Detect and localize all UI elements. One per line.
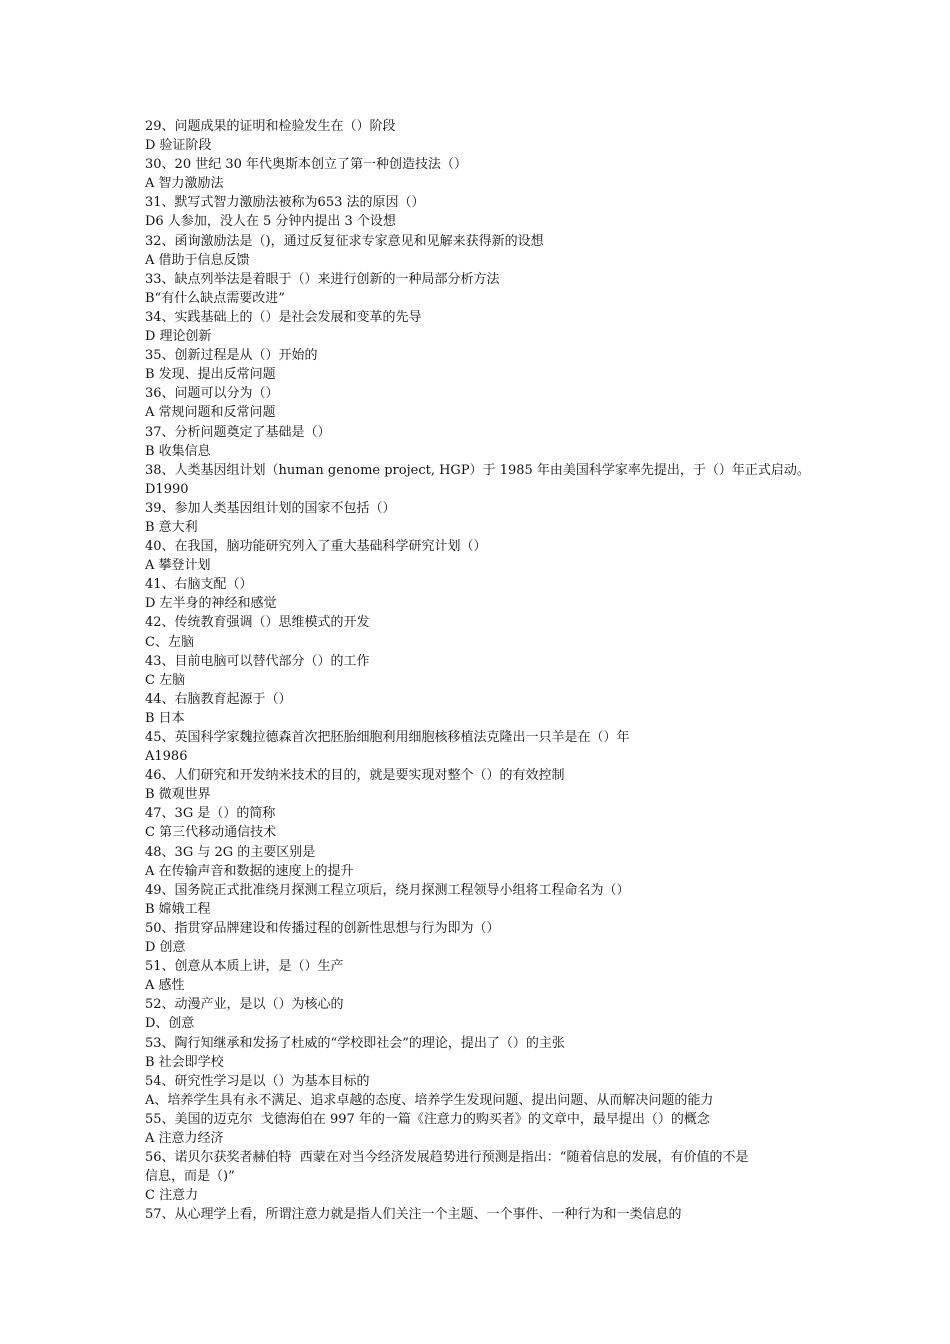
text-line: D、创意 bbox=[145, 1016, 195, 1032]
text-line: C 左脑 bbox=[145, 672, 186, 688]
text-line: 52、动漫产业，是以（）为核心的 bbox=[145, 997, 344, 1013]
text-line: A 攀登计划 bbox=[145, 558, 211, 574]
text-line: A 借助于信息反馈 bbox=[145, 252, 250, 268]
text-line: C 第三代移动通信技术 bbox=[145, 825, 277, 841]
text-line: 48、3G 与 2G 的主要区别是 bbox=[145, 844, 316, 860]
document-text-block bbox=[145, 117, 815, 1224]
text-line: 31、默写式智力激励法被称为653 法的原因（） bbox=[145, 195, 425, 211]
text-line: 37、分析问题奠定了基础是（） bbox=[145, 424, 331, 440]
text-line: 40、在我国，脑功能研究列入了重大基础科学研究计划（） bbox=[145, 539, 487, 555]
text-line: C、左脑 bbox=[145, 634, 194, 650]
text-line: 46、人们研究和开发纳米技术的目的，就是要实现对整个（）的有效控制 bbox=[145, 768, 565, 784]
text-line: B 微观世界 bbox=[145, 787, 211, 803]
text-line: D1990 bbox=[145, 481, 189, 497]
text-line: C 注意力 bbox=[145, 1188, 199, 1204]
text-line: B 日本 bbox=[145, 710, 185, 726]
text-line: B 发现、提出反常问题 bbox=[145, 367, 276, 383]
text-line: A 注意力经济 bbox=[145, 1130, 224, 1146]
text-line: 49、国务院正式批准绕月探测工程立项后，绕月探测工程领导小组将工程命名为（） bbox=[145, 882, 630, 898]
text-line: 57、从心理学上看，所谓注意力就是指人们关注一个主题、一个事件、一种行为和一类信息的 bbox=[145, 1207, 682, 1223]
text-line: D6 人参加，没人在 5 分钟内提出 3 个设想 bbox=[145, 214, 396, 230]
text-line: B“有什么缺点需要改进” bbox=[145, 290, 285, 306]
text-line: 30、20 世纪 30 年代奥斯本创立了第一种创造技法（） bbox=[145, 157, 468, 173]
text-line: D 创意 bbox=[145, 940, 186, 956]
text-line: D 验证阶段 bbox=[145, 138, 212, 154]
text-line: D 理论创新 bbox=[145, 329, 212, 345]
text-line: D 左半身的神经和感觉 bbox=[145, 596, 277, 612]
text-line: A 在传输声音和数据的速度上的提升 bbox=[145, 863, 354, 879]
text-line: A 感性 bbox=[145, 978, 185, 994]
text-line: 39、参加人类基因组计划的国家不包括（） bbox=[145, 500, 396, 516]
text-line: 56、诺贝尔获奖者赫伯特 西蒙在对当今经济发展趋势进行预测是指出：“随着信息的发展，有价值的不是 bbox=[145, 1150, 749, 1166]
text-line: 38、人类基因组计划（human genome project, HGP）于 1985 年由美国科学家率先提出，于（）年正式启动。 bbox=[145, 462, 810, 478]
text-line: 35、创新过程是从（）开始的 bbox=[145, 348, 318, 364]
text-line: 信息，而是（)” bbox=[145, 1169, 235, 1185]
text-line: 41、右脑支配（） bbox=[145, 577, 253, 593]
text-line: B 社会即学校 bbox=[145, 1054, 224, 1070]
text-line: B 收集信息 bbox=[145, 443, 211, 459]
text-line: A、培养学生具有永不满足、追求卓越的态度、培养学生发现问题、提出问题、从而解决问题的能力 bbox=[145, 1092, 714, 1108]
text-line: 32、函询激励法是（)，通过反复征求专家意见和见解来获得新的设想 bbox=[145, 233, 544, 249]
text-line: 50、指贯穿品牌建设和传播过程的创新性思想与行为即为（） bbox=[145, 920, 500, 936]
text-line: 36、问题可以分为（） bbox=[145, 386, 279, 402]
text-line: 53、陶行知继承和发扬了杜威的“学校即社会”的理论，提出了（）的主张 bbox=[145, 1035, 565, 1051]
text-line: 54、研究性学习是以（）为基本目标的 bbox=[145, 1073, 370, 1089]
text-line: 45、英国科学家魏拉德森首次把胚胎细胞利用细胞核移植法克隆出一只羊是在（）年 bbox=[145, 730, 630, 745]
text-line: 51、创意从本质上讲，是（）生产 bbox=[145, 959, 344, 975]
text-line: 43、目前电脑可以替代部分（）的工作 bbox=[145, 653, 370, 669]
text-line: 34、实践基础上的（）是社会发展和变革的先导 bbox=[145, 309, 422, 325]
text-line: 44、右脑教育起源于（） bbox=[145, 691, 292, 707]
text-line: A1986 bbox=[145, 749, 188, 765]
text-line: B 嫦娥工程 bbox=[145, 901, 211, 917]
text-line: 47、3G 是（）的简称 bbox=[145, 806, 276, 822]
text-line: 33、缺点列举法是着眼于（）来进行创新的一种局部分析方法 bbox=[145, 271, 500, 287]
text-line: A 智力激励法 bbox=[145, 176, 224, 192]
text-line: 42、传统教育强调（）思维模式的开发 bbox=[145, 615, 370, 631]
text-line: 55、美国的迈克尔 戈德海伯在 997 年的一篇《注意力的购买者》的文章中，最早提出（）的概念 bbox=[145, 1111, 710, 1127]
text-line: A 常规问题和反常问题 bbox=[145, 405, 276, 421]
text-line: 29、问题成果的证明和检验发生在（）阶段 bbox=[145, 119, 396, 134]
text-line: B 意大利 bbox=[145, 519, 198, 535]
